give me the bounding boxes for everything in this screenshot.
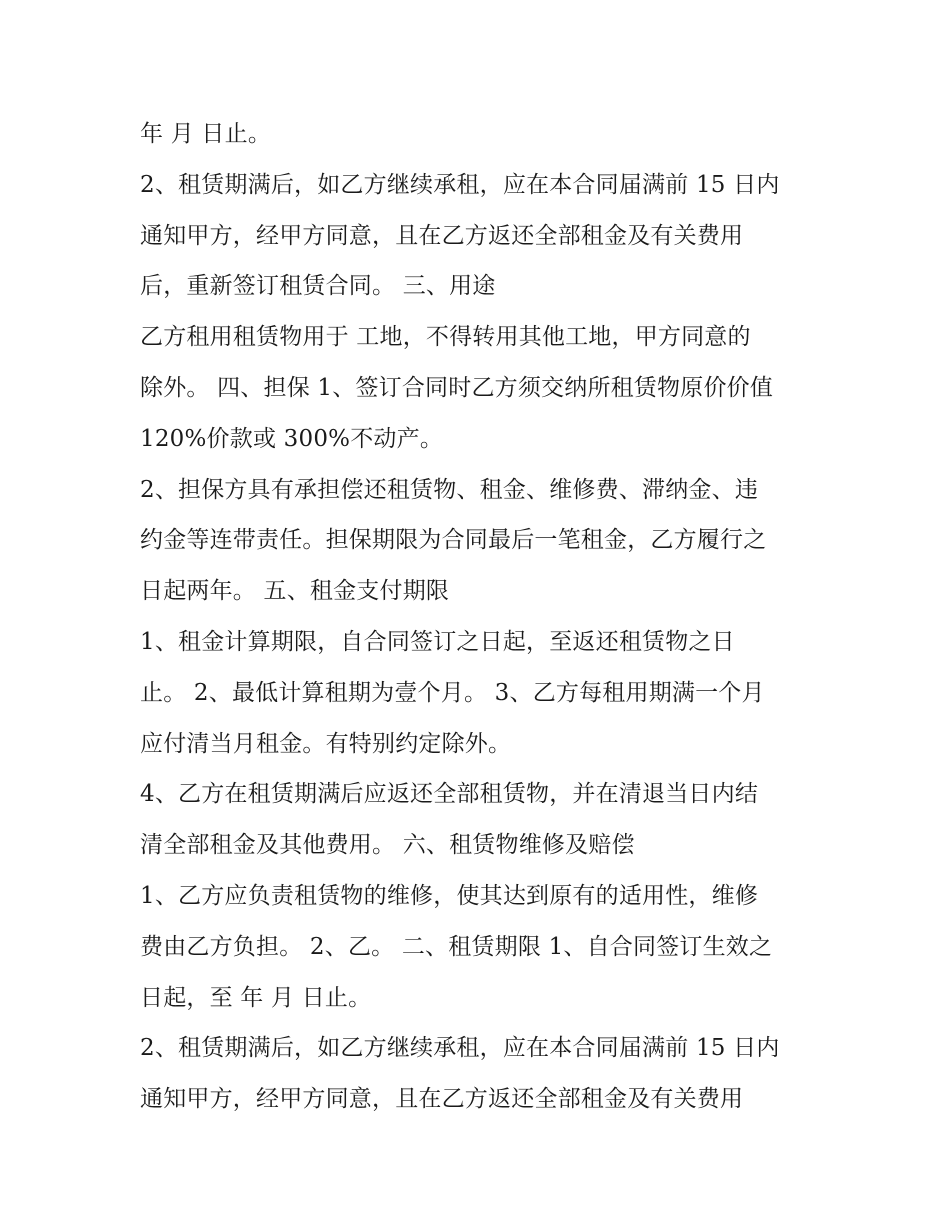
text-line: 年 月 日止。 xyxy=(140,121,272,147)
text-line: 约金等连带责任。担保期限为合同最后一笔租金，乙方履行之 xyxy=(140,527,767,554)
text-line: 应付清当月租金。有特别约定除外。 xyxy=(140,730,512,757)
text-line: 4、乙方在租赁期满后应返还全部租赁物，并在清退当日内结 xyxy=(140,781,759,808)
text-line: 120%价款或 300%不动产。 xyxy=(140,425,444,452)
text-line: 乙方租用租赁物用于 工地，不得转用其他工地，甲方同意的 xyxy=(140,324,751,351)
text-line: 通知甲方，经甲方同意，且在乙方返还全部租金及有关费用 xyxy=(140,222,744,249)
text-line: 2、租赁期满后，如乙方继续承租，应在本合同届满前 15 日内 xyxy=(140,1035,780,1062)
text-line: 日起两年。 五、租金支付期限 xyxy=(140,578,450,605)
text-line: 1、乙方应负责租赁物的维修，使其达到原有的适用性，维修 xyxy=(140,882,759,909)
text-line: 1、租金计算期限，自合同签订之日起，至返还租赁物之日 xyxy=(140,628,735,655)
text-line: 后，重新签订租赁合同。 三、用途 xyxy=(140,273,496,300)
text-line: 日起，至 年 月 日止。 xyxy=(140,984,372,1011)
text-line: 通知甲方，经甲方同意，且在乙方返还全部租金及有关费用 xyxy=(140,1086,744,1113)
text-line: 止。 2、最低计算租期为壹个月。 3、乙方每租用期满一个月 xyxy=(140,679,765,706)
document-body xyxy=(140,109,830,1125)
text-line: 除外。 四、担保 1、签订合同时乙方须交纳所租赁物原价价值 xyxy=(140,374,774,401)
text-line: 费由乙方负担。 2、乙。 二、租赁期限 1、自合同签订生效之 xyxy=(140,933,773,960)
text-line: 2、担保方具有承担偿还租赁物、租金、维修费、滞纳金、违 xyxy=(140,476,759,503)
text-line: 2、租赁期满后，如乙方继续承租，应在本合同届满前 15 日内 xyxy=(140,171,780,198)
text-line: 清全部租金及其他费用。 六、租赁物维修及赔偿 xyxy=(140,832,635,859)
